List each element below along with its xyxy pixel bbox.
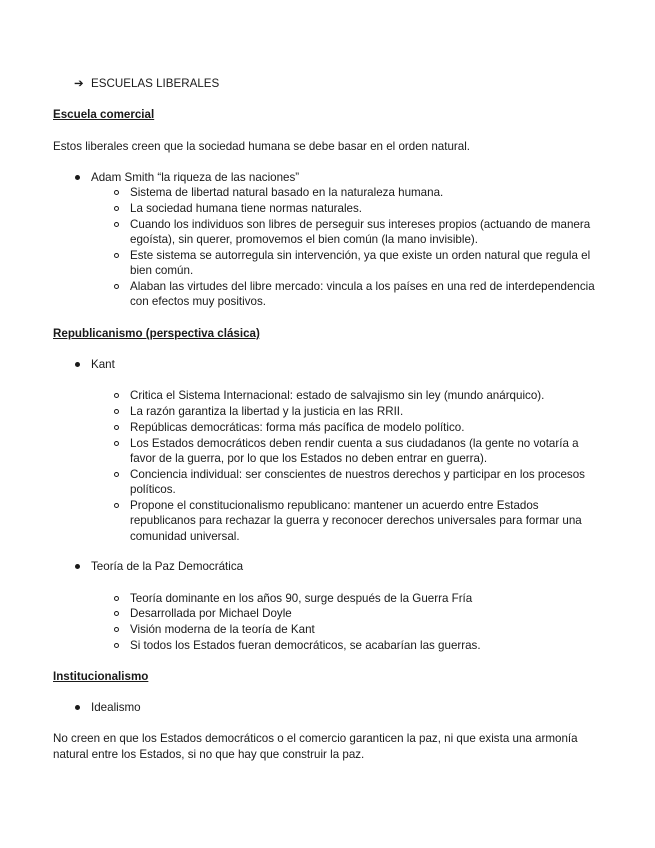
- bullet-idealismo: Idealismo: [91, 701, 141, 714]
- list-item-continuation: egoísta), sin querer, promovemos el bien común (la mano invisible).: [130, 233, 478, 246]
- sub-bullet-icon: [114, 472, 119, 477]
- list-item-continuation: comunidad universal.: [130, 530, 240, 543]
- sub-bullet-icon: [114, 190, 119, 195]
- list-item-continuation: políticos.: [130, 483, 176, 496]
- sub-bullet-icon: [114, 596, 119, 601]
- list-item: Desarrollada por Michael Doyle: [130, 607, 292, 620]
- sub-bullet-icon: [114, 393, 119, 398]
- list-item: La sociedad humana tiene normas naturales.: [130, 202, 363, 215]
- list-item: Si todos los Estados fueran democráticos, se acabarían las guerras.: [130, 639, 481, 652]
- list-item: Sistema de libertad natural basado en la naturaleza humana.: [130, 186, 444, 199]
- list-item-continuation: bien común.: [130, 264, 194, 277]
- paragraph-intro: Estos liberales creen que la sociedad humana se debe basar en el orden natural.: [53, 140, 471, 153]
- arrow-bullet-icon: ➔: [74, 77, 84, 90]
- paragraph-line: No creen en que los Estados democráticos o el comercio garanticen la paz, ni que exista una armonía: [53, 732, 578, 745]
- sub-bullet-icon: [114, 503, 119, 508]
- list-item: Critica el Sistema Internacional: estado de salvajismo sin ley (mundo anárquico).: [130, 389, 545, 402]
- list-item-continuation: favor de la guerra, por lo que los Estados no deben entrar en guerra).: [130, 452, 488, 465]
- list-item: Cuando los individuos son libres de perseguir sus intereses propios (actuando de manera: [130, 218, 591, 231]
- sub-bullet-icon: [114, 611, 119, 616]
- list-item: Los Estados democráticos deben rendir cuenta a sus ciudadanos (la gente no votaría a: [130, 437, 579, 450]
- heading-escuela-comercial: Escuela comercial: [53, 108, 155, 121]
- sub-bullet-icon: [114, 222, 119, 227]
- list-item: Este sistema se autorregula sin intervención, ya que existe un orden natural que regula el: [130, 249, 591, 262]
- list-item: Visión moderna de la teoría de Kant: [130, 623, 315, 636]
- sub-bullet-icon: [114, 441, 119, 446]
- list-item: Alaban las virtudes del libre mercado: vincula a los países en una red de interdependencia: [130, 280, 595, 293]
- bullet-icon: [75, 564, 80, 569]
- bullet-adam-smith: Adam Smith “la riqueza de las naciones”: [91, 171, 300, 184]
- list-item: Repúblicas democráticas: forma más pacífica de modelo político.: [130, 421, 465, 434]
- paragraph-line: natural entre los Estados, si no que hay que construir la paz.: [53, 748, 365, 761]
- sub-bullet-icon: [114, 284, 119, 289]
- sub-bullet-icon: [114, 643, 119, 648]
- heading-republicanismo: Republicanismo (perspectiva clásica): [53, 327, 260, 340]
- list-item-continuation: republicanos para rechazar la guerra y reconocer derechos universales para formar una: [130, 514, 582, 527]
- bullet-paz-democratica: Teoría de la Paz Democrática: [91, 560, 244, 573]
- list-item-continuation: con efectos muy positivos.: [130, 295, 266, 308]
- top-list-item: ESCUELAS LIBERALES: [91, 77, 220, 90]
- list-item: La razón garantiza la libertad y la justicia en las RRII.: [130, 405, 404, 418]
- heading-institucionalismo: Institucionalismo: [53, 670, 149, 683]
- list-item: Teoría dominante en los años 90, surge después de la Guerra Fría: [130, 592, 473, 605]
- list-item: Conciencia individual: ser conscientes de nuestros derechos y participar en los procesos: [130, 468, 585, 481]
- sub-bullet-icon: [114, 425, 119, 430]
- bullet-kant: Kant: [91, 358, 115, 371]
- sub-bullet-icon: [114, 409, 119, 414]
- bullet-icon: [75, 705, 80, 710]
- list-item: Propone el constitucionalismo republicano: mantener un acuerdo entre Estados: [130, 499, 539, 512]
- sub-bullet-icon: [114, 253, 119, 258]
- sub-bullet-icon: [114, 627, 119, 632]
- bullet-icon: [75, 362, 80, 367]
- bullet-icon: [75, 175, 80, 180]
- sub-bullet-icon: [114, 206, 119, 211]
